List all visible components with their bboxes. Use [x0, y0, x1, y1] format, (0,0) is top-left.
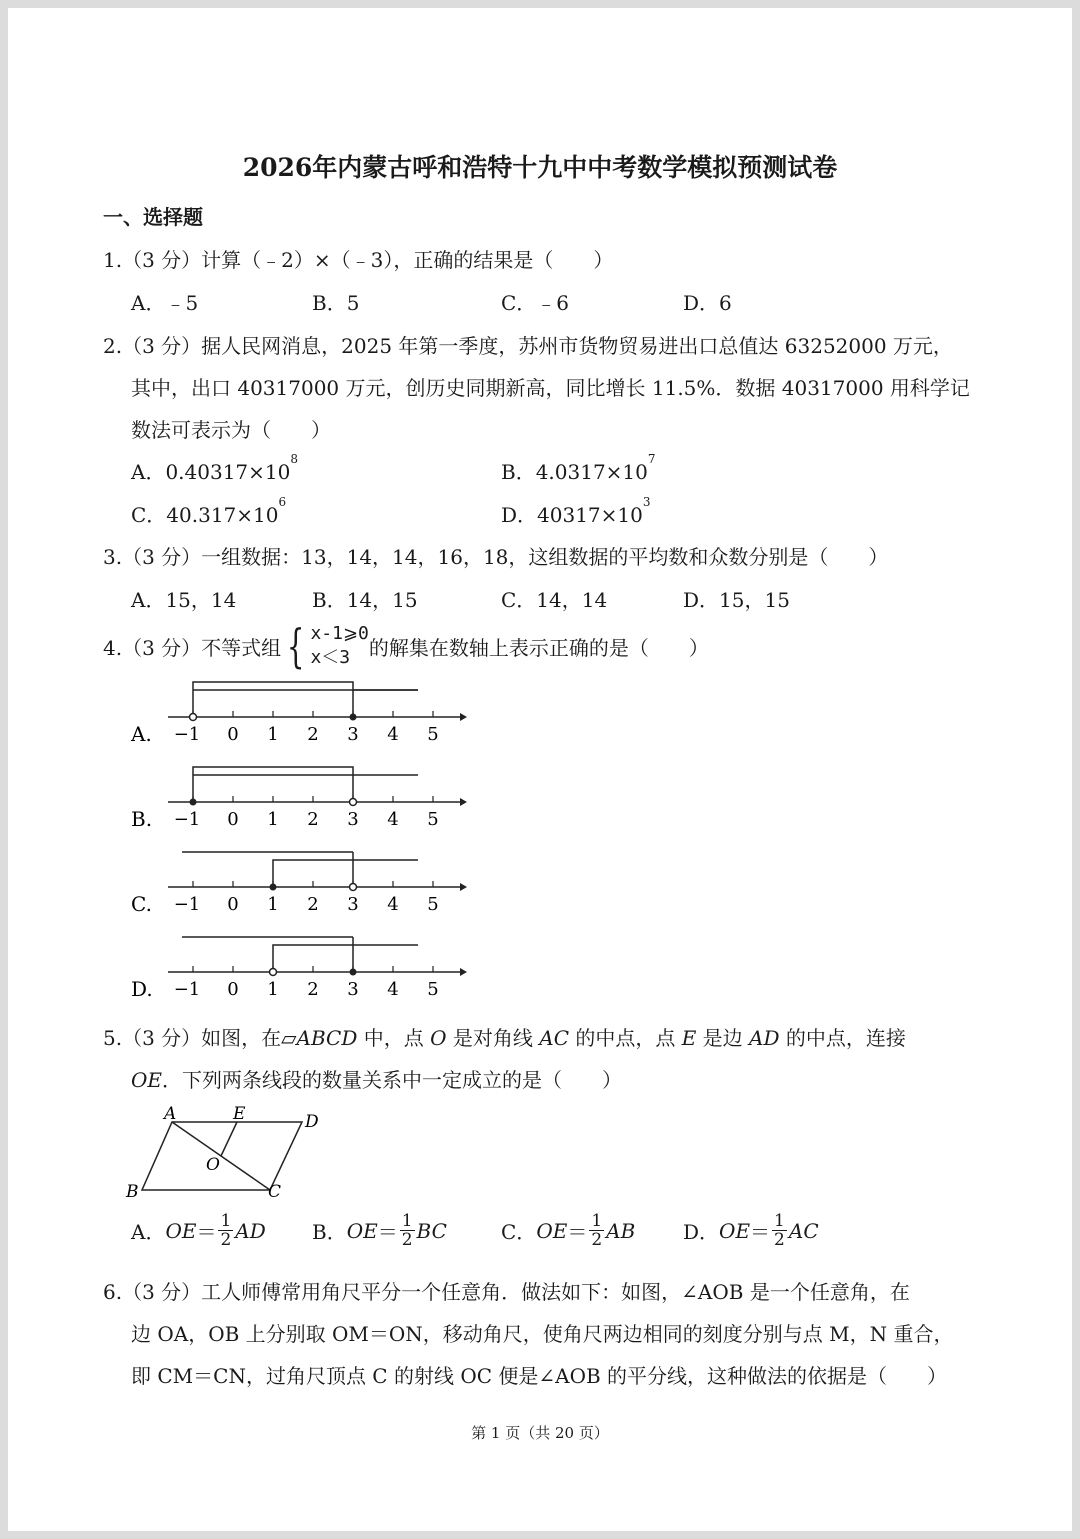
question-6-line1: 6.（3 分）工人师傅常用角尺平分一个任意角．做法如下：如图，∠AOB 是一个任意角，在 [103, 1280, 910, 1304]
svg-text:3: 3 [347, 809, 359, 830]
svg-text:2: 2 [307, 809, 319, 830]
svg-text:2: 2 [307, 979, 319, 1000]
number-line-a [130, 682, 467, 746]
q1-option-d: D．6 [683, 291, 732, 315]
svg-text:0: 0 [227, 809, 239, 830]
svg-text:1: 1 [267, 809, 279, 830]
q5-option-d: D． OE ＝ $\frac{1}{2}$ AC [683, 1211, 819, 1250]
question-2-line2: 其中，出口 40317000 万元，创历史同期新高，同比增长 11.5%．数据 40317000 用科学记 [131, 376, 970, 400]
number-line-c-label: C. [131, 892, 152, 916]
system-brace: { [287, 619, 305, 673]
svg-text:1: 1 [267, 894, 279, 915]
svg-text:5: 5 [427, 724, 439, 745]
q3-option-b: B．14，15 [312, 588, 418, 612]
svg-text:2: 2 [307, 894, 319, 915]
svg-text:0: 0 [227, 894, 239, 915]
section-heading-choice: 一、选择题 [103, 205, 203, 229]
number-line-d [131, 937, 467, 1001]
q5-option-b: B． OE ＝ $\frac{1}{2}$ BC [312, 1211, 447, 1250]
svg-text:4: 4 [387, 894, 399, 915]
question-1-stem: 1.（3 分）计算（﹣2）×（﹣3），正确的结果是（ ） [103, 248, 614, 272]
q3-option-a: A．15，14 [131, 588, 237, 612]
number-line-d-label: D. [131, 977, 153, 1001]
svg-text:−1: −1 [173, 979, 201, 1000]
q2-option-b: B．$4.0317\times 10^7$ [501, 452, 656, 484]
q1-option-c: C．﹣6 [501, 291, 570, 315]
svg-text:5: 5 [427, 809, 439, 830]
question-2-line3: 数法可表示为（ ） [131, 418, 331, 442]
question-5-line2: OE．下列两条线段的数量关系中一定成立的是（ ） [131, 1068, 622, 1092]
svg-text:1: 1 [267, 724, 279, 745]
svg-text:−1: −1 [173, 724, 201, 745]
svg-text:5: 5 [427, 979, 439, 1000]
question-2-line1: 2.（3 分）据人民网消息，2025 年第一季度，苏州市货物贸易进出口总值达 63252000 万元， [103, 334, 953, 358]
svg-text:5: 5 [427, 894, 439, 915]
svg-text:4: 4 [387, 724, 399, 745]
question-5-line1: 5.（3 分）如图，在▱ABCD 中，点 O 是对角线 AC 的中点，点 E 是边 AD 的中点，连接 [103, 1026, 906, 1050]
q1-option-a: A．﹣5 [131, 291, 199, 315]
svg-text:4: 4 [387, 809, 399, 830]
svg-text:−1: −1 [173, 894, 201, 915]
question-3-stem: 3.（3 分）一组数据：13，14，14，16，18，这组数据的平均数和众数分别是（ ） [103, 545, 889, 569]
svg-text:0: 0 [227, 979, 239, 1000]
question-4-stem: 4.（3 分）不等式组 { x-1⩾0 x＜3 的解集在数轴上表示正确的是（ ） [103, 619, 709, 673]
q3-option-d: D．15，15 [683, 588, 790, 612]
svg-text:3: 3 [347, 894, 359, 915]
inequality-system: x-1⩾0 x＜3 [310, 623, 369, 668]
q5-option-c: C． OE ＝ $\frac{1}{2}$ AB [501, 1211, 636, 1250]
svg-text:0: 0 [227, 724, 239, 745]
svg-text:C: C [268, 1182, 282, 1202]
svg-text:3: 3 [347, 979, 359, 1000]
parallelogram-figure [120, 1100, 340, 1205]
number-line-c [131, 852, 467, 916]
svg-text:D: D [305, 1112, 319, 1132]
q2-option-d: D．$40317\times 10^3$ [501, 495, 651, 527]
number-line-b [131, 767, 467, 831]
svg-text:1: 1 [267, 979, 279, 1000]
q1-option-b: B．5 [312, 291, 360, 315]
svg-text:A: A [164, 1104, 177, 1124]
question-6-line2: 边 OA，OB 上分别取 OM＝ON，移动角尺，使角尺两边相同的刻度分别与点 M，N 重合， [131, 1322, 954, 1346]
svg-text:−1: −1 [173, 809, 201, 830]
exam-title: 2026年内蒙古呼和浩特十九中中考数学模拟预测试卷 [242, 153, 838, 182]
svg-text:O: O [206, 1155, 220, 1175]
svg-text:B: B [126, 1182, 139, 1202]
q5-option-a: A． OE ＝ $\frac{1}{2}$ AD [131, 1211, 266, 1250]
svg-text:4: 4 [387, 979, 399, 1000]
question-6-line3: 即 CM＝CN，过角尺顶点 C 的射线 OC 便是∠AOB 的平分线，这种做法的依据是（ ） [131, 1364, 948, 1388]
number-line-b-label: B. [131, 807, 153, 831]
svg-text:3: 3 [347, 724, 359, 745]
q3-option-c: C．14，14 [501, 588, 608, 612]
svg-text:E: E [233, 1104, 246, 1124]
svg-text:2: 2 [307, 724, 319, 745]
q2-option-c: C．$40.317\times 10^6$ [131, 495, 287, 527]
page-footer: 第 1 页（共 20 页） [471, 1424, 609, 1442]
number-line-figures [120, 670, 480, 1010]
number-line-a-label: A. [131, 722, 152, 746]
q2-option-a: A．$0.40317\times 10^8$ [131, 452, 298, 484]
